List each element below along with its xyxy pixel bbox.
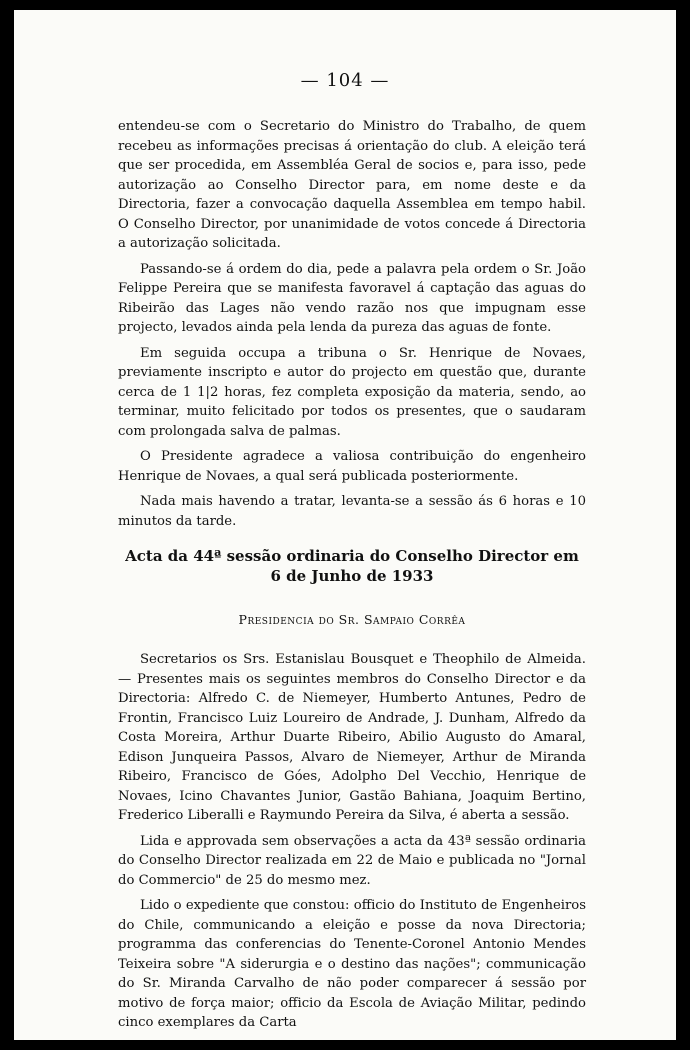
session-heading: Acta da 44ª sessão ordinaria do Conselho Director em 6 de Junho de 1933 (125, 547, 579, 585)
paragraph: Lida e approvada sem observações a acta da 43ª sessão ordinaria do Conselho Director realizada em 22 de Maio e publicada no "Jornal do Commercio" de 25 do mesmo mez. (118, 833, 586, 888)
paragraph: Passando-se á ordem do dia, pede a palavra pela ordem o Sr. João Felippe Pereira que se manifesta favoravel á captação das aguas do Ribeirão das Lages não vendo razão nos que impugnam esse projecto, levados ainda pela lenda da pureza das aguas de fonte. (118, 261, 586, 335)
minutes-continuation (118, 117, 586, 531)
paragraph: Lido o expediente que constou: officio do Instituto de Engenheiros do Chile, communicando a eleição e posse da nova Directoria; programma das conferencias do Tenente-Coronel Antonio Mendes Teixeira sobre "A siderurgia e o destino das nações"; communicação do Sr. Miranda Carvalho de não poder comparecer á sessão por motivo de força maior; officio da Escola de Aviação Militar, pedindo cinco exemplares da Carta (118, 898, 586, 1030)
paragraph: O Presidente agradece a valiosa contribuição do engenheiro Henrique de Novaes, a qual será publicada posteriormente. (118, 449, 586, 484)
minutes-session-44 (118, 650, 586, 1033)
document-page (14, 10, 676, 1040)
paragraph: Secretarios os Srs. Estanislau Bousquet e Theophilo de Almeida. — Presentes mais os seguintes membros do Conselho Director e da Directoria: Alfredo C. de Niemeyer, Humberto Antunes, Pedro de Frontin, Francisco Luiz Loureiro de Andrade, J. Dunham, Alfredo da Costa Moreira, Arthur Duarte Ribeiro, Abilio Augusto do Amaral, Edison Junqueira Passos, Alvaro de Niemeyer, Arthur de Miranda Ribeiro, Francisco de Góes, Adolpho Del Vecchio, Henrique de Novaes, Icino Chavantes Junior, Gastão Bahiana, Joaquim Bertino, Frederico Liberalli e Raymundo Pereira da Silva, é aberta a sessão. (118, 652, 586, 823)
paragraph: Nada mais havendo a tratar, levanta-se a sessão ás 6 horas e 10 minutos da tarde. (118, 494, 586, 529)
paragraph: Em seguida occupa a tribuna o Sr. Henrique de Novaes, previamente inscripto e autor do projecto em questão que, durante cerca de 1 1|2 horas, fez completa exposição da materia, sendo, ao terminar, muito felicitado por todos os presentes, que o saudaram com prolongada salva de palmas. (118, 345, 586, 439)
paragraph: entendeu-se com o Secretario do Ministro do Trabalho, de quem recebeu as informações precisas á orientação do club. A eleição terá que ser procedida, em Assembléa Geral de socios e, para isso, pede autorização ao Conselho Director para, em nome deste e da Directoria, fazer a convocação daquella Assemblea em tempo habil. O Conselho Director, por unanimidade de votos concede á Directoria a autorização solicitada. (118, 119, 586, 251)
presidency-line: Presidencia do Sr. Sampaio Corrêa (238, 612, 466, 627)
page-number: — 104 — (300, 70, 390, 91)
